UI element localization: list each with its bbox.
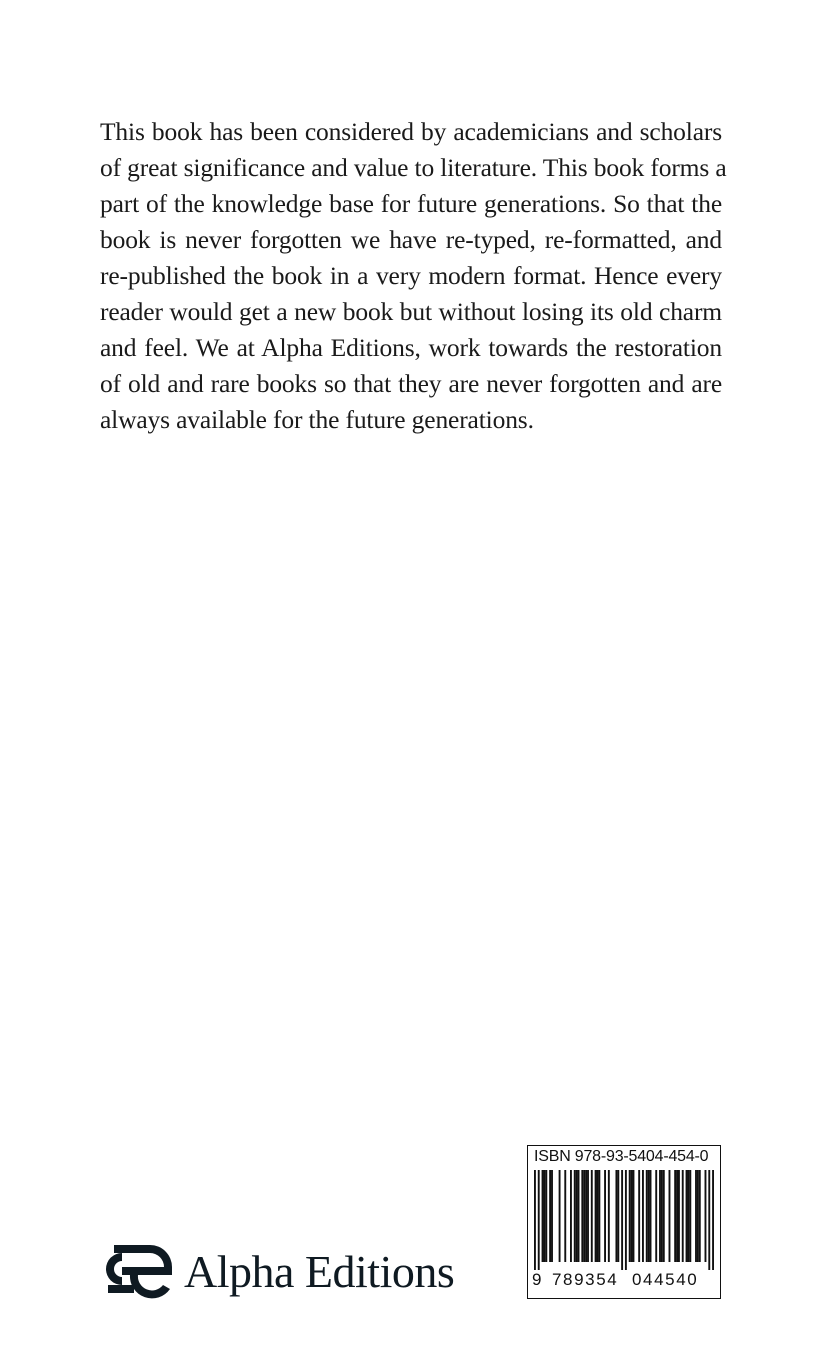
blurb-line: This book has been considered by academicians and scholars: [100, 117, 722, 146]
barcode-bar: [608, 1170, 610, 1262]
barcode-bar: [631, 1170, 633, 1262]
barcode-bar: [570, 1170, 572, 1262]
barcode-bar: [615, 1170, 617, 1262]
barcode-digit-lead: 9: [532, 1270, 544, 1289]
barcode-bar: [538, 1170, 540, 1270]
barcode-bar: [617, 1170, 619, 1262]
barcode-bar: [663, 1170, 665, 1262]
barcode-bar: [678, 1170, 680, 1262]
barcode-bar: [661, 1170, 663, 1262]
barcode-bar: [629, 1170, 631, 1262]
barcode-bar: [595, 1170, 597, 1262]
barcode-bar: [564, 1170, 566, 1262]
barcode-bar: [549, 1170, 551, 1262]
blurb-line: always available for the future generations.: [100, 405, 534, 434]
barcode-bar: [655, 1170, 657, 1262]
barcode-bar: [559, 1170, 561, 1262]
barcode-bar: [598, 1170, 600, 1262]
barcode-bar: [659, 1170, 661, 1262]
publisher-logo: [100, 1240, 454, 1302]
barcode-bar: [581, 1170, 583, 1262]
barcode-bar: [697, 1170, 699, 1262]
isbn-barcode: [527, 1145, 721, 1299]
barcode-bar: [682, 1170, 684, 1262]
publisher-name: Alpha Editions: [184, 1246, 455, 1297]
barcode-bar: [646, 1170, 648, 1262]
barcode-bar: [650, 1170, 652, 1262]
barcode-bar: [578, 1170, 580, 1262]
isbn-label: ISBN 978-93-5404-454-0: [534, 1148, 709, 1165]
ae-ligature-icon: [100, 1241, 176, 1301]
barcode-bars: [534, 1170, 714, 1270]
barcode-bar: [534, 1170, 536, 1270]
barcode-bar: [625, 1170, 627, 1270]
barcode-bar: [674, 1170, 676, 1262]
barcode-bar: [585, 1170, 587, 1262]
barcode-bar: [708, 1170, 710, 1270]
blurb-line: of old and rare books so that they are never forgotten and are: [100, 369, 722, 398]
barcode-bar: [621, 1170, 623, 1270]
blurb-line: part of the knowledge base for future generations. So that the: [100, 189, 722, 218]
barcode-bar: [633, 1170, 635, 1262]
blurb-line: and feel. We at Alpha Editions, work towards the restoration: [100, 333, 722, 362]
barcode-digits-left: 789354: [552, 1270, 619, 1289]
barcode-bar: [699, 1170, 701, 1262]
barcode-bar: [545, 1170, 547, 1262]
barcode-bar: [604, 1170, 606, 1262]
barcode-bar: [669, 1170, 671, 1262]
barcode-digits: [528, 1266, 722, 1294]
barcode-bar: [695, 1170, 697, 1262]
barcode-bar: [648, 1170, 650, 1262]
barcode-bar: [712, 1170, 714, 1270]
barcode-bar: [705, 1170, 707, 1262]
blurb-line: book is never forgotten we have re-typed, re-formatted, and: [100, 225, 722, 254]
barcode-bar: [638, 1170, 640, 1262]
barcode-bar: [542, 1170, 544, 1262]
barcode-bar: [576, 1170, 578, 1262]
barcode-bar: [543, 1170, 545, 1262]
barcode-bar: [689, 1170, 691, 1262]
blurb-line: of great significance and value to literature. This book forms a: [100, 153, 727, 182]
barcode-bar: [687, 1170, 689, 1262]
barcode-bar: [686, 1170, 688, 1262]
barcode-bar: [551, 1170, 553, 1262]
barcode-bar: [574, 1170, 576, 1262]
blurb-line: re-published the book in a very modern format. Hence every: [100, 261, 722, 290]
barcode-bar: [583, 1170, 585, 1262]
blurb-line: reader would get a new book but without losing its old charm: [100, 297, 722, 326]
barcode-bar: [587, 1170, 589, 1262]
barcode-digits-right: 044540: [632, 1270, 699, 1289]
back-cover-blurb: [100, 114, 727, 438]
barcode-bar: [597, 1170, 599, 1262]
barcode-bar: [676, 1170, 678, 1262]
barcode-bar: [642, 1170, 644, 1262]
barcode-bar: [591, 1170, 593, 1262]
